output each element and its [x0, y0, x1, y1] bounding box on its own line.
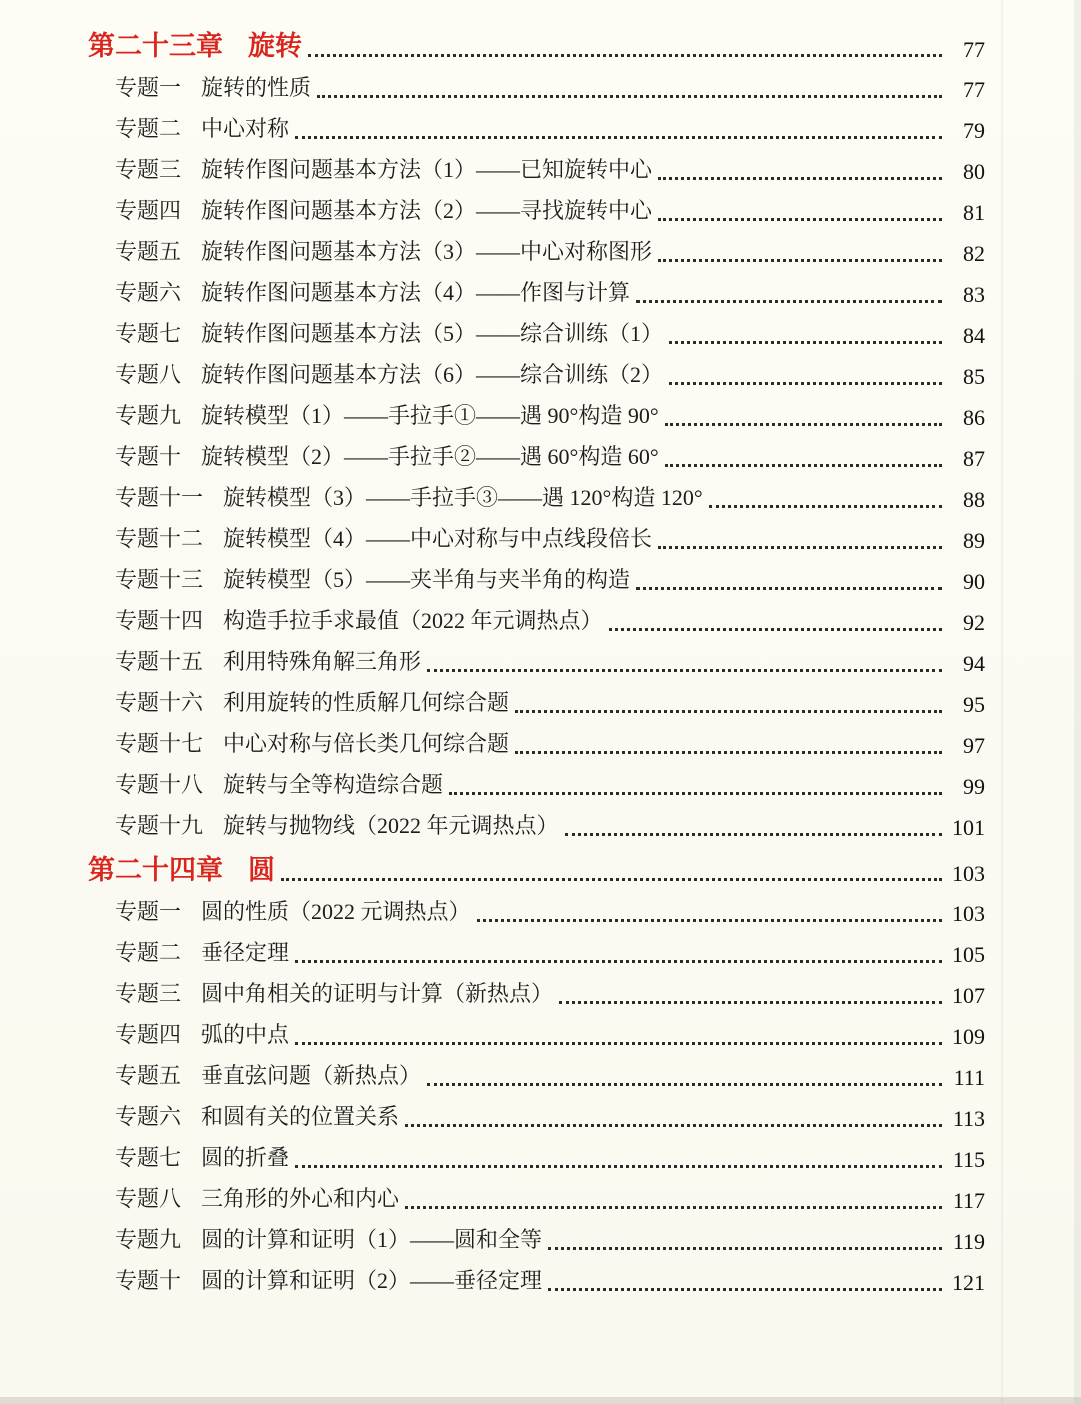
dot-leader: [658, 546, 942, 549]
dot-leader: [548, 1288, 942, 1291]
chapter-title: 圆: [248, 855, 275, 886]
dot-leader: [281, 878, 942, 881]
topic-number-label: 专题二: [115, 116, 182, 141]
topic-number-label: 专题十二: [115, 526, 204, 551]
topic-page-number: 88: [963, 486, 985, 512]
dot-leader: [665, 423, 942, 426]
dot-leader: [477, 919, 942, 922]
topic-row: [0, 518, 1081, 559]
topic-number-label: 专题四: [115, 1022, 182, 1047]
scan-fold-line: [1001, 0, 1003, 1404]
topic-title: 弧的中点: [201, 1022, 290, 1047]
topic-number-label: 专题十六: [115, 690, 204, 715]
topic-row: [0, 149, 1081, 190]
dot-leader: [515, 710, 942, 713]
dot-leader: [636, 300, 942, 303]
topic-title: 圆的性质（2022 元调热点）: [201, 899, 471, 924]
topic-row: [0, 1014, 1081, 1055]
topic-title: 利用特殊角解三角形: [223, 649, 422, 674]
dot-leader: [449, 792, 942, 795]
topic-page-number: 101: [952, 814, 985, 840]
topic-page-number: 113: [952, 1105, 985, 1131]
topic-page-number: 92: [963, 609, 985, 635]
topic-number-label: 专题四: [115, 198, 182, 223]
topic-title: 旋转模型（3）——手拉手③——遇 120°构造 120°: [223, 485, 703, 510]
topic-row: [0, 477, 1081, 518]
topic-number-label: 专题十三: [115, 567, 204, 592]
topic-row: [0, 764, 1081, 805]
topic-row: [0, 1055, 1081, 1096]
topic-row: [0, 231, 1081, 272]
topic-page-number: 97: [963, 732, 985, 758]
topic-title: 旋转作图问题基本方法（3）——中心对称图形: [201, 239, 653, 264]
topic-row: [0, 641, 1081, 682]
topic-title: 旋转模型（2）——手拉手②——遇 60°构造 60°: [201, 444, 659, 469]
topic-number-label: 专题十九: [115, 813, 204, 838]
topic-number-label: 专题九: [115, 1227, 182, 1252]
topic-page-number: 115: [952, 1146, 985, 1172]
topic-page-number: 77: [963, 76, 985, 102]
chapter-row: [0, 22, 1081, 67]
topic-title: 圆的计算和证明（1）——圆和全等: [201, 1227, 543, 1252]
topic-title: 和圆有关的位置关系: [201, 1104, 400, 1129]
topic-row: [0, 682, 1081, 723]
topic-number-label: 专题九: [115, 403, 182, 428]
dot-leader: [295, 1165, 942, 1168]
topic-row: [0, 108, 1081, 149]
chapter-row: [0, 846, 1081, 891]
topic-number-label: 专题三: [115, 157, 182, 182]
topic-number-label: 专题十: [115, 1268, 182, 1293]
topic-page-number: 103: [952, 900, 985, 926]
chapter-title: 旋转: [248, 31, 302, 62]
dot-leader: [669, 382, 942, 385]
topic-row: [0, 1178, 1081, 1219]
dot-leader: [295, 136, 942, 139]
topic-page-number: 81: [963, 199, 985, 225]
topic-row: [0, 1260, 1081, 1301]
dot-leader: [427, 1083, 942, 1086]
topic-title: 三角形的外心和内心: [201, 1186, 400, 1211]
topic-row: [0, 559, 1081, 600]
topic-page-number: 121: [952, 1269, 985, 1295]
topic-row: [0, 932, 1081, 973]
dot-leader: [405, 1124, 942, 1127]
topic-title: 旋转模型（5）——夹半角与夹半角的构造: [223, 567, 631, 592]
topic-page-number: 90: [963, 568, 985, 594]
dot-leader: [636, 587, 942, 590]
topic-page-number: 117: [952, 1187, 985, 1213]
dot-leader: [658, 177, 942, 180]
topic-title: 构造手拉手求最值（2022 年元调热点）: [223, 608, 603, 633]
topic-number-label: 专题六: [115, 280, 182, 305]
topic-number-label: 专题十五: [115, 649, 204, 674]
dot-leader: [658, 218, 942, 221]
topic-row: [0, 973, 1081, 1014]
topic-number-label: 专题八: [115, 362, 182, 387]
topic-row: [0, 1096, 1081, 1137]
dot-leader: [658, 259, 942, 262]
topic-page-number: 79: [963, 117, 985, 143]
dot-leader: [317, 95, 942, 98]
topic-title: 旋转作图问题基本方法（4）——作图与计算: [201, 280, 631, 305]
topic-title: 中心对称与倍长类几何综合题: [223, 731, 510, 756]
topic-title: 旋转作图问题基本方法（1）——已知旋转中心: [201, 157, 653, 182]
topic-title: 旋转的性质: [201, 75, 312, 100]
dot-leader: [548, 1247, 942, 1250]
topic-row: [0, 891, 1081, 932]
dot-leader: [559, 1001, 942, 1004]
topic-page-number: 107: [952, 982, 985, 1008]
topic-page-number: 119: [952, 1228, 985, 1254]
topic-title: 垂直弦问题（新热点）: [201, 1063, 422, 1088]
topic-title: 旋转作图问题基本方法（6）——综合训练（2）: [201, 362, 664, 387]
topic-row: [0, 600, 1081, 641]
topic-number-label: 专题十: [115, 444, 182, 469]
dot-leader: [669, 341, 942, 344]
topic-page-number: 82: [963, 240, 985, 266]
topic-number-label: 专题一: [115, 75, 182, 100]
dot-leader: [709, 505, 942, 508]
topic-title: 圆中角相关的证明与计算（新热点）: [201, 981, 554, 1006]
topic-page-number: 109: [952, 1023, 985, 1049]
topic-title: 旋转与抛物线（2022 年元调热点）: [223, 813, 559, 838]
topic-row: [0, 1137, 1081, 1178]
topic-number-label: 专题八: [115, 1186, 182, 1211]
chapter-number-label: 第二十四章: [88, 855, 223, 886]
topic-title: 旋转模型（1）——手拉手①——遇 90°构造 90°: [201, 403, 659, 428]
topic-page-number: 94: [963, 650, 985, 676]
topic-row: [0, 272, 1081, 313]
topic-title: 圆的折叠: [201, 1145, 290, 1170]
table-of-contents: [0, 22, 1081, 1301]
topic-row: [0, 67, 1081, 108]
topic-row: [0, 354, 1081, 395]
dot-leader: [515, 751, 942, 754]
topic-row: [0, 1219, 1081, 1260]
topic-row: [0, 395, 1081, 436]
topic-row: [0, 436, 1081, 477]
topic-page-number: 89: [963, 527, 985, 553]
topic-page-number: 105: [952, 941, 985, 967]
topic-number-label: 专题六: [115, 1104, 182, 1129]
topic-title: 旋转模型（4）——中心对称与中点线段倍长: [223, 526, 653, 551]
chapter-number-label: 第二十三章: [88, 31, 223, 62]
topic-number-label: 专题七: [115, 1145, 182, 1170]
dot-leader: [609, 628, 942, 631]
topic-title: 中心对称: [201, 116, 290, 141]
dot-leader: [427, 669, 942, 672]
topic-page-number: 111: [953, 1064, 985, 1090]
topic-page-number: 95: [963, 691, 985, 717]
topic-page-number: 99: [963, 773, 985, 799]
topic-page-number: 86: [963, 404, 985, 430]
topic-title: 旋转作图问题基本方法（5）——综合训练（1）: [201, 321, 664, 346]
topic-number-label: 专题十一: [115, 485, 204, 510]
topic-title: 旋转与全等构造综合题: [223, 772, 444, 797]
topic-page-number: 84: [963, 322, 985, 348]
topic-page-number: 85: [963, 363, 985, 389]
dot-leader: [565, 833, 942, 836]
topic-number-label: 专题五: [115, 239, 182, 264]
dot-leader: [295, 1042, 942, 1045]
page-bottom-edge-shadow: [0, 1397, 1081, 1404]
topic-number-label: 专题二: [115, 940, 182, 965]
scan-right-edge-shadow: [1074, 0, 1081, 1404]
topic-page-number: 87: [963, 445, 985, 471]
topic-title: 圆的计算和证明（2）——垂径定理: [201, 1268, 543, 1293]
topic-number-label: 专题十四: [115, 608, 204, 633]
topic-row: [0, 190, 1081, 231]
topic-row: [0, 313, 1081, 354]
topic-page-number: 83: [963, 281, 985, 307]
topic-row: [0, 723, 1081, 764]
topic-number-label: 专题一: [115, 899, 182, 924]
topic-page-number: 80: [963, 158, 985, 184]
topic-number-label: 专题五: [115, 1063, 182, 1088]
chapter-page-number: 103: [952, 860, 985, 886]
topic-number-label: 专题三: [115, 981, 182, 1006]
topic-title: 旋转作图问题基本方法（2）——寻找旋转中心: [201, 198, 653, 223]
topic-title: 利用旋转的性质解几何综合题: [223, 690, 510, 715]
chapter-page-number: 77: [963, 36, 985, 62]
topic-row: [0, 805, 1081, 846]
dot-leader: [665, 464, 942, 467]
dot-leader: [405, 1206, 942, 1209]
topic-title: 垂径定理: [201, 940, 290, 965]
topic-number-label: 专题十七: [115, 731, 204, 756]
dot-leader: [295, 960, 942, 963]
dot-leader: [308, 54, 942, 57]
topic-number-label: 专题十八: [115, 772, 204, 797]
topic-number-label: 专题七: [115, 321, 182, 346]
